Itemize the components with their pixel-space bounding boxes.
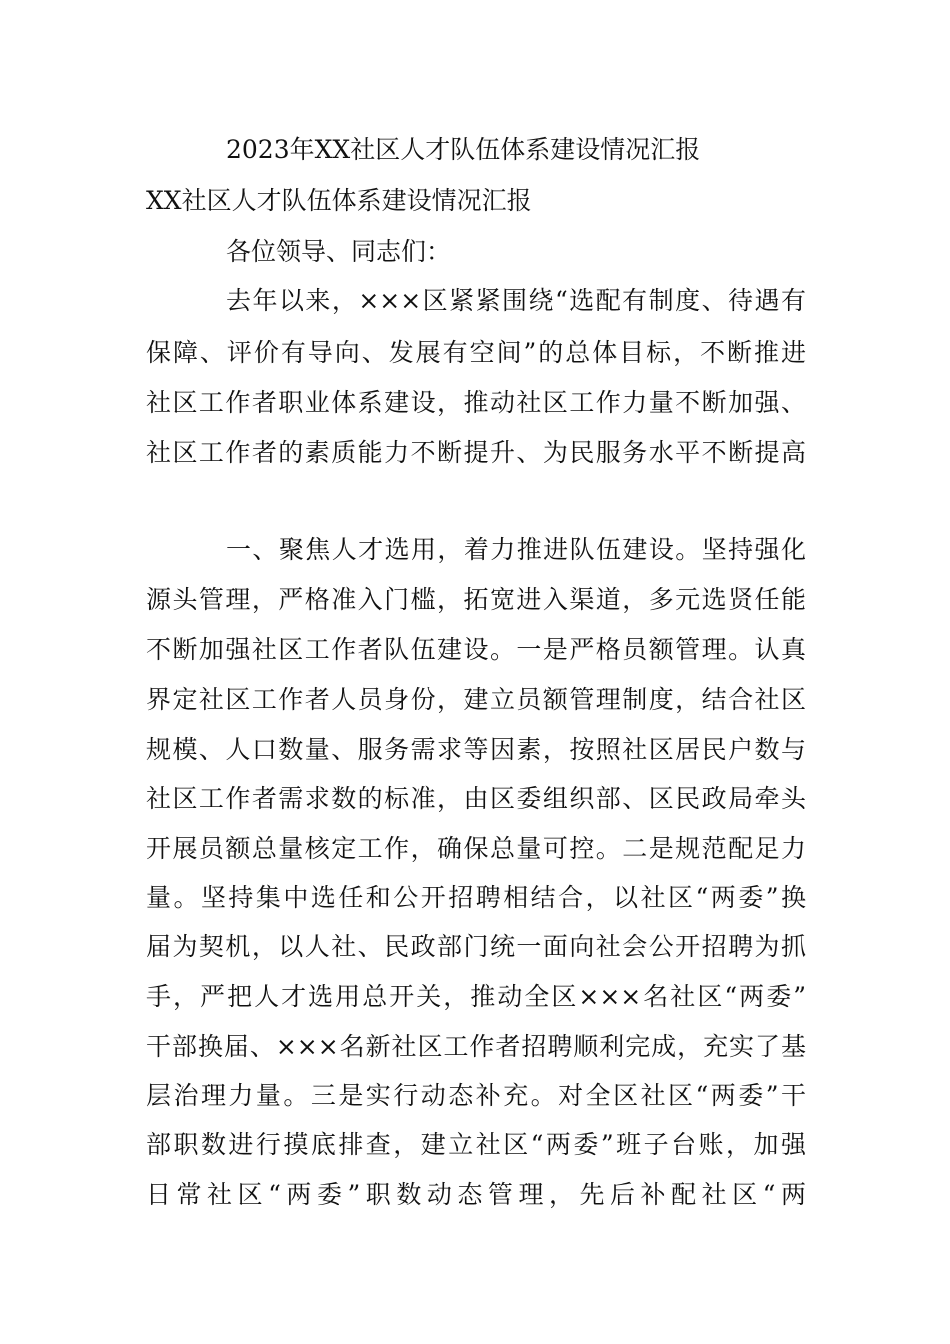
paragraph-line: 源头管理，严格准入门槛，拓宽进入渠道，多元选贤任能 xyxy=(146,585,806,614)
paragraph-line: 保障、评价有导向、发展有空间”的总体目标，不断推进 xyxy=(146,338,806,367)
paragraph-line: 部职数进行摸底排查，建立社区“两委”班子台账，加强 xyxy=(146,1130,806,1159)
salutation: 各位领导、同志们： xyxy=(226,237,452,266)
paragraph-line: 界定社区工作者人员身份，建立员额管理制度，结合社区 xyxy=(146,685,806,714)
paragraph-line: 一、聚焦人才选用，着力推进队伍建设。坚持强化 xyxy=(226,535,806,564)
paragraph-line: 规模、人口数量、服务需求等因素，按照社区居民户数与 xyxy=(146,735,806,764)
paragraph-line: 社区工作者需求数的标准，由区委组织部、区民政局牵头 xyxy=(146,784,806,813)
paragraph-line: 社区工作者的素质能力不断提升、为民服务水平不断提高 xyxy=(146,438,806,467)
document-title: 2023年XX社区人才队伍体系建设情况汇报 xyxy=(226,135,701,164)
paragraph-line: 层治理力量。三是实行动态补充。对全区社区“两委”干 xyxy=(146,1081,806,1110)
document-subtitle: XX社区人才队伍体系建设情况汇报 xyxy=(146,186,532,215)
paragraph-line: 手，严把人才选用总开关，推动全区×××名社区“两委” xyxy=(146,982,806,1011)
paragraph-line: 去年以来，×××区紧紧围绕“选配有制度、待遇有 xyxy=(226,286,806,315)
paragraph-line: 开展员额总量核定工作，确保总量可控。二是规范配足力 xyxy=(146,834,806,863)
paragraph-line: 量。坚持集中选任和公开招聘相结合，以社区“两委”换 xyxy=(146,883,806,912)
paragraph-line: 日常社区“两委”职数动态管理，先后补配社区“两 xyxy=(146,1180,806,1209)
paragraph-line: 不断加强社区工作者队伍建设。一是严格员额管理。认真 xyxy=(146,635,806,664)
paragraph-line: 届为契机，以人社、民政部门统一面向社会公开招聘为抓 xyxy=(146,932,806,961)
paragraph-line: 干部换届、×××名新社区工作者招聘顺利完成，充实了基 xyxy=(146,1032,806,1061)
paragraph-line: 社区工作者职业体系建设，推动社区工作力量不断加强、 xyxy=(146,388,806,417)
